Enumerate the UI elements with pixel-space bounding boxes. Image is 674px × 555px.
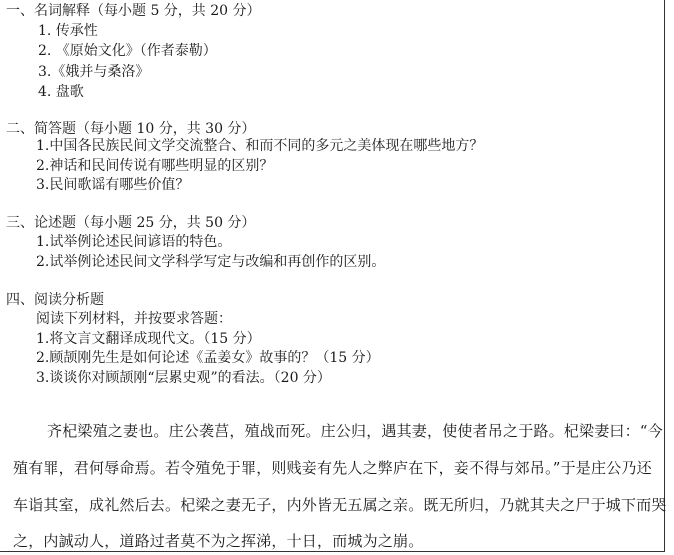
question-1-4: 4. 盘歌 — [38, 84, 84, 100]
question-2-1: 1.中国各民族民间文学交流整合、和而不同的多元之美体现在哪些地方？ — [36, 138, 484, 154]
question-4-3: 3.谈谈你对顾颉刚“层累史观”的看法。（20 分） — [36, 370, 331, 386]
section-title-1: 一、名词解释（每小题 5 分，共 20 分） — [6, 3, 261, 19]
question-3-2: 2.试举例论述民间文学科学写定与改编和再创作的区别。 — [36, 254, 386, 270]
passage-line-3: 车诣其室，成礼然后去。杞梁之妻无子，内外皆无五属之亲。既无所归，乃就其夫之尸于城下而哭 — [13, 496, 667, 514]
passage-line-4: 之，内誠动人，道路过者莫不为之挥涕，十日，而城为之崩。 — [13, 532, 424, 550]
question-1-3: 3.《娥并与桑洛》 — [38, 64, 150, 80]
question-1-1: 1. 传承性 — [38, 23, 98, 39]
passage-line-2: 殖有罪，君何辱命焉。若令殖免于罪，则贱妾有先人之弊庐在下，妾不得与郊吊。”于是庄公乃还 — [13, 459, 652, 477]
question-3-1: 1.试举例论述民间谚语的特色。 — [36, 234, 232, 250]
section-title-4: 四、阅读分析题 — [6, 292, 104, 308]
question-2-2: 2.神话和民间传说有哪些明显的区别？ — [36, 158, 274, 174]
question-1-2: 2. 《原始文化》（作者泰勒） — [38, 43, 217, 59]
section-title-2: 二、简答题（每小题 10 分，共 30 分） — [6, 121, 256, 137]
passage-line-1: 齐杞梁殖之妻也。庄公袭莒，殖战而死。庄公归，遇其妻，使使者吊之于路。杞梁妻曰：“今 — [47, 422, 663, 440]
reading-instructions: 阅读下列材料，并按要求答题： — [36, 311, 232, 327]
question-4-2: 2.顾颉刚先生是如何论述《孟姜女》故事的？（15 分） — [36, 350, 380, 366]
question-2-3: 3.民间歌谣有哪些价值？ — [36, 177, 190, 193]
section-title-3: 三、论述题（每小题 25 分，共 50 分） — [6, 215, 256, 231]
question-4-1: 1.将文言文翻译成现代文。（15 分） — [36, 331, 261, 347]
